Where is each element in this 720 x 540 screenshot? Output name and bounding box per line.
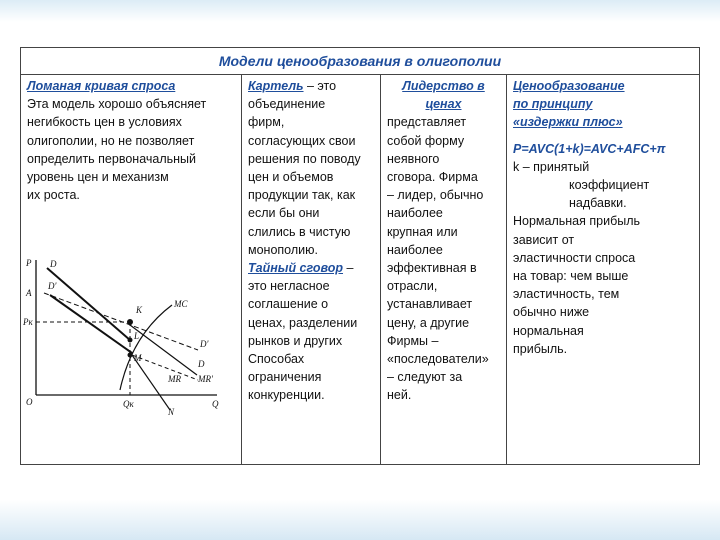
point-l bbox=[128, 338, 133, 343]
text-line: их роста. bbox=[27, 188, 80, 203]
top-gradient-band bbox=[0, 0, 720, 22]
secret-collusion-suffix: – bbox=[343, 261, 354, 276]
text-line: Способах bbox=[248, 352, 305, 367]
secret-collusion-title: Тайный сговор bbox=[248, 261, 344, 276]
label-q: Q bbox=[212, 399, 219, 409]
label-qk: Qк bbox=[123, 399, 134, 409]
bottom-gradient-band bbox=[0, 500, 720, 540]
point-m bbox=[128, 353, 133, 358]
text-line: определить первоначальный bbox=[27, 151, 197, 166]
curve-mr bbox=[50, 295, 132, 353]
column-header-cost-plus: Ценообразование bbox=[513, 79, 625, 93]
label-o: O bbox=[26, 397, 33, 407]
text-line: решения по поводу bbox=[248, 151, 361, 166]
text-line: цену, а другие bbox=[387, 315, 470, 330]
text-line: Нормальная прибыль bbox=[513, 214, 641, 229]
column-header-cartel bbox=[248, 77, 374, 95]
text-line: фирм, bbox=[248, 115, 285, 130]
text-line: олигополии, но не позволяет bbox=[27, 133, 195, 148]
text-line: – следуют за bbox=[387, 370, 463, 385]
text-line: – лидер, обычно bbox=[387, 188, 484, 203]
text-line: продукции так, как bbox=[248, 188, 356, 203]
label-n: N bbox=[168, 407, 175, 417]
text-line: на товар: чем выше bbox=[513, 269, 629, 284]
text-line: собой форму bbox=[387, 133, 465, 148]
column-header-cost-plus-2: по принципу bbox=[513, 97, 593, 112]
text-line: эффективная в bbox=[387, 261, 477, 276]
column-subheader-secret-collusion bbox=[248, 259, 374, 277]
text-line: наиболее bbox=[387, 242, 443, 257]
cartel-title: Картель bbox=[248, 79, 304, 93]
text-line: соглашение о bbox=[248, 297, 329, 312]
column-header-price-leadership-2: ценах bbox=[425, 97, 462, 112]
text-line: «последователи» bbox=[387, 352, 489, 367]
text-line: прибыль. bbox=[513, 341, 568, 356]
text-line: уровень цен и механизм bbox=[27, 170, 169, 185]
text-line: надбавки. bbox=[569, 196, 627, 211]
point-k bbox=[127, 319, 133, 325]
text-line: Эта модель хорошо объясняет bbox=[27, 97, 207, 112]
text-line: ней. bbox=[387, 388, 412, 403]
text-line: рынков и других bbox=[248, 333, 343, 348]
text-line: отрасли, bbox=[387, 279, 438, 294]
label-d-prime-top: D' bbox=[48, 281, 57, 291]
kinked-demand-graph bbox=[22, 255, 222, 420]
text-line: ценах, разделении bbox=[248, 315, 358, 330]
text-line: устанавливает bbox=[387, 297, 473, 312]
curve-mc bbox=[120, 305, 172, 390]
label-p: P bbox=[26, 258, 32, 268]
text-line: крупная или bbox=[387, 224, 458, 239]
text-line: эластичности спроса bbox=[513, 250, 636, 265]
label-a: A bbox=[26, 288, 32, 298]
text-line: зависит от bbox=[513, 232, 575, 247]
text-line: цен и объемов bbox=[248, 170, 334, 185]
label-d-top: D bbox=[50, 259, 57, 269]
text-line: сговора. Фирма bbox=[387, 170, 478, 185]
spacer bbox=[513, 132, 694, 140]
text-line: коэффициент bbox=[569, 178, 650, 193]
text-line: ограничения bbox=[248, 370, 322, 385]
text-line: согласующих свои bbox=[248, 133, 356, 148]
pricing-formula: P=AVC(1+k)=AVC+AFC+π bbox=[513, 141, 666, 156]
text-line: неявного bbox=[387, 151, 440, 166]
text-line: конкуренции. bbox=[248, 388, 325, 403]
label-d: D bbox=[198, 359, 205, 369]
cartel-title-suffix: – это bbox=[303, 79, 337, 93]
label-d-prime: D' bbox=[200, 339, 209, 349]
text-line: нормальная bbox=[513, 323, 584, 338]
column-cartel bbox=[242, 75, 381, 464]
column-header-price-leadership: Лидерство в bbox=[402, 79, 485, 93]
text-line: если бы они bbox=[248, 206, 320, 221]
label-mr: MR bbox=[168, 374, 181, 384]
label-mr-prime: MR' bbox=[198, 374, 213, 384]
k-definition: k – принятый bbox=[513, 159, 590, 174]
label-mc: MC bbox=[174, 299, 188, 309]
text-line: это негласное bbox=[248, 279, 330, 294]
curve-d-upper bbox=[47, 268, 130, 340]
table-title: Модели ценообразования в олигополии bbox=[21, 48, 699, 75]
text-line: негибкость цен в условиях bbox=[27, 115, 182, 130]
label-l: L bbox=[134, 331, 140, 341]
text-line: обычно ниже bbox=[513, 305, 590, 320]
column-header-cost-plus-3: «издержки плюс» bbox=[513, 115, 623, 130]
text-line: монополию. bbox=[248, 242, 318, 257]
curve-n bbox=[132, 355, 170, 410]
label-k: K bbox=[136, 305, 143, 315]
text-line: объединение bbox=[248, 97, 326, 112]
label-m: M bbox=[134, 353, 142, 363]
text-line: Фирмы – bbox=[387, 333, 439, 348]
curve-mr-prime bbox=[132, 355, 198, 380]
column-header-kinked-demand: Ломаная кривая спроса bbox=[27, 79, 176, 93]
column-cost-plus bbox=[507, 75, 700, 464]
label-pk: Pк bbox=[23, 317, 33, 327]
text-line: эластичность, тем bbox=[513, 287, 620, 302]
text-line: представляет bbox=[387, 115, 467, 130]
column-price-leadership bbox=[381, 75, 507, 464]
text-line: слились в чистую bbox=[248, 224, 351, 239]
text-line: наиболее bbox=[387, 206, 443, 221]
